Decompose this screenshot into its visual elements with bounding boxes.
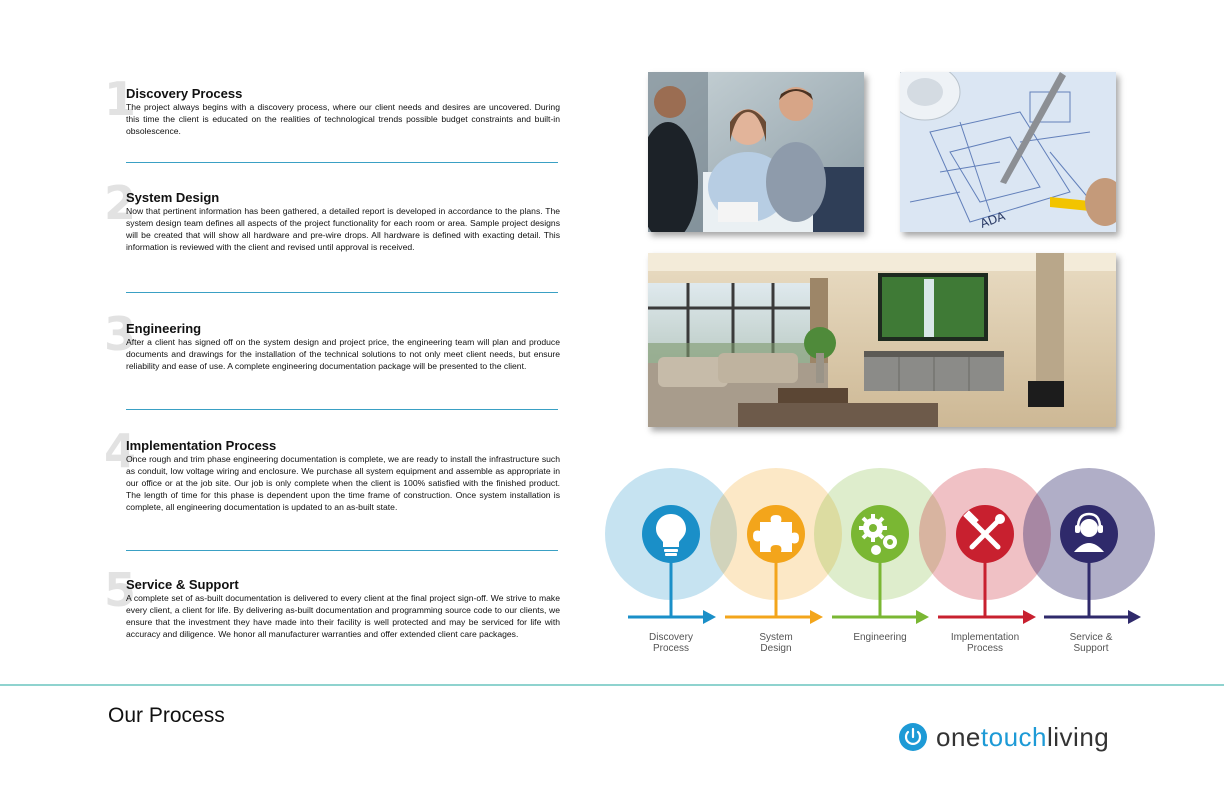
divider — [126, 292, 558, 293]
divider — [126, 162, 558, 163]
divider — [126, 409, 558, 410]
step-body: Now that pertinent information has been gathered, a detailed report is developed in accordance to the plans. The system design team defines all aspects of the project functionality for each room or area. Sample project designs will be created that will show all hardware and pre-wire drops. All hardware is defined with exacting detail. This information is reviewed with the client and revised until approval is received. — [126, 206, 560, 252]
photo-client-meeting — [648, 72, 864, 232]
step-system-design — [104, 176, 560, 253]
step-body: A complete set of as-built documentation is delivered to every client at the final project sign-off. We strive to make every client, a client for life. By delivering as-built documentation and programming source code to our clients, we ensure that the investment they have made into their facility is well protected and may be serviced for life with accuracy and diligence. We honor all manufacturer warranties and offer extended client care packages. — [126, 593, 560, 639]
brand-wordmark: onetouchliving — [936, 722, 1110, 752]
process-label-service: Service & Support — [1069, 632, 1113, 654]
brand-logo — [898, 722, 1109, 752]
step-title: Service & Support — [126, 577, 239, 592]
step-engineering — [104, 307, 560, 372]
step-body: Once rough and trim phase engineering documentation is complete, we are ready to install the infrastructure such as conduit, low voltage wiring and enclosure. We purchase all system equipment and assemble as appropriate in our office or at the job site. Our job is only complete when the client is 100% satisfied with the finished product. The length of time for this phase is dependent upon the time frame of construction. Once system installation is complete, all engineering documentation is updated to an as-built state. — [126, 454, 560, 512]
step-number: 1 — [104, 72, 137, 126]
process-label-engineering: Engineering — [853, 632, 907, 643]
photo-blueprint — [900, 72, 1116, 232]
step-implementation — [104, 424, 560, 513]
step-title: Engineering — [126, 321, 202, 336]
step-number: 3 — [104, 307, 137, 361]
process-label-discovery: Discovery Process — [649, 632, 693, 654]
power-icon — [898, 722, 928, 752]
step-service-support — [104, 563, 560, 640]
process-label-system-design: System Design — [759, 632, 793, 654]
photo-living-room — [648, 253, 1116, 427]
step-discovery — [104, 72, 560, 137]
divider — [126, 550, 558, 551]
footer-divider — [0, 684, 1224, 686]
step-number: 5 — [104, 563, 137, 617]
process-label-implementation: Implementation Process — [950, 632, 1020, 654]
svg-text:ADA: ADA — [978, 208, 1007, 231]
process-diagram — [600, 462, 1160, 672]
step-title: Implementation Process — [126, 438, 277, 453]
step-title: System Design — [126, 190, 220, 205]
step-body: The project always begins with a discovery process, where our client needs and desires are uncovered. During this time the client is educated on the realities of technological trends possible budget constraints and built-in obsolescence. — [126, 102, 560, 136]
step-number: 2 — [104, 176, 137, 230]
step-title: Discovery Process — [126, 86, 243, 101]
step-body: After a client has signed off on the system design and project price, the engineering team will plan and produce documents and drawings for the installation of the technical solutions to not only meet client needs, but ensure reliability and ease of use. A complete engineering documentation package will be presented to the client. — [126, 337, 560, 371]
step-number: 4 — [104, 424, 137, 478]
page-title: Our Process — [108, 704, 225, 727]
